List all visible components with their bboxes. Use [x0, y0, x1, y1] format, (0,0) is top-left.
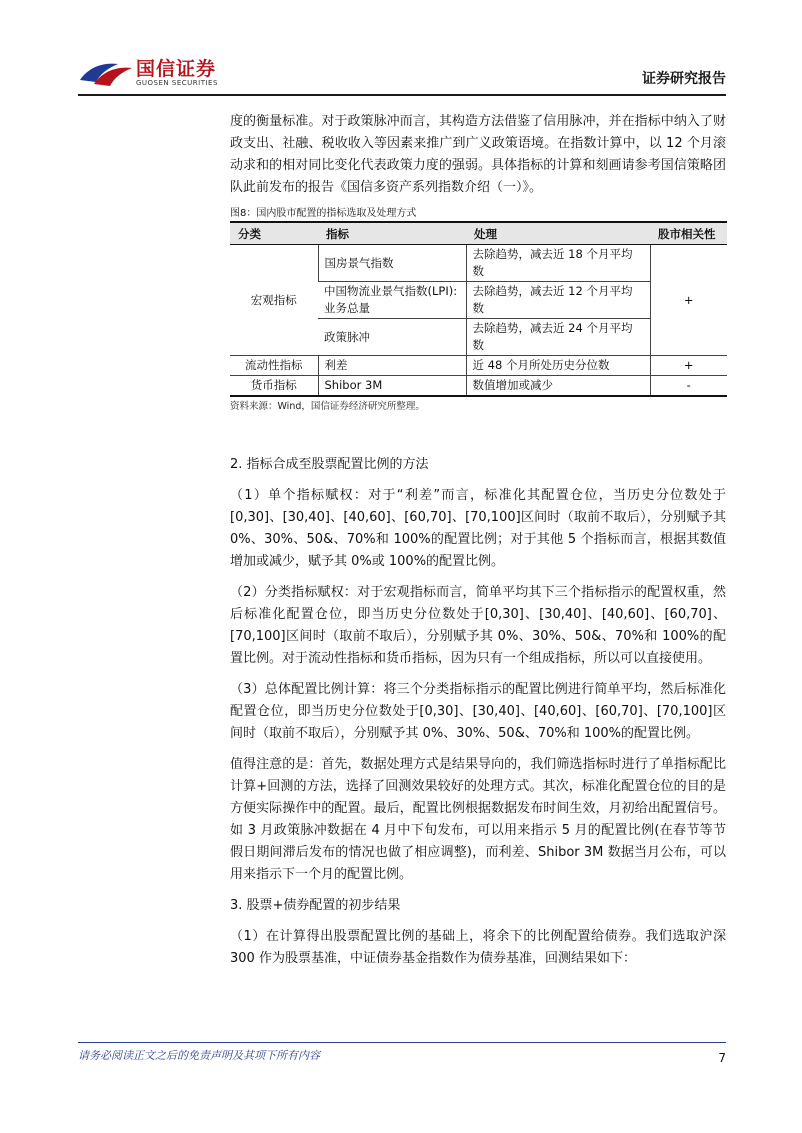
- section-3-title: 3. 股票+债券配置的初步结果: [230, 898, 401, 913]
- figure-source: 资料来源：Wind，国信证券经济研究所整理。: [230, 401, 425, 412]
- section-2-para-2: （2）分类指标赋权：对于宏观指标而言，简单平均其下三个指标指示的配置权重，然后标准化配置仓位，即当历史分位数处于[0,30]、[30,40]、[40,60]、[60,70]、[70,100]区间时（取前不取后），分别赋予其 0%、30%、50&、70%和 100%的配置比例。对于流动性指标和货币指标，因为只有一个组成指标，所以可以直接使用。: [230, 585, 726, 666]
- table-header: 处理: [466, 222, 650, 245]
- logo-english-name: GUOSEN SECURITIES: [136, 79, 218, 87]
- table-header: 股市相关性: [650, 222, 727, 245]
- page-header: [78, 52, 726, 94]
- correlation-cell: -: [650, 376, 727, 397]
- footer-divider: [78, 1042, 726, 1043]
- indicator-cell: 国房景气指数: [318, 245, 466, 282]
- header-divider: [78, 94, 726, 96]
- process-cell: 去除趋势，减去近 18 个月平均数: [466, 245, 650, 282]
- indicator-cell: 利差: [318, 356, 466, 376]
- footer-disclaimer: 请务必阅读正文之后的免责声明及其项下所有内容: [78, 1049, 320, 1062]
- logo: [78, 52, 278, 94]
- logo-chinese-name: 国信证券: [136, 58, 217, 80]
- indicator-cell: 中国物流业景气指数(LPI):业务总量: [318, 282, 466, 319]
- correlation-cell: +: [650, 245, 727, 356]
- report-type: 证券研究报告: [642, 71, 726, 87]
- process-cell: 去除趋势，减去近 24 个月平均数: [466, 319, 650, 356]
- intro-paragraph: 度的衡量标准。对于政策脉冲而言，其构造方法借鉴了信用脉冲，并在指标中纳入了财政支出、社融、税收收入等因素来推广到广义政策语境。在指数计算中，以 12 个月滚动求和的相对同比变化代表政策力度的强弱。具体指标的计算和刻画请参考国信策略团队此前发布的报告《国信多资产系列指数介绍（一）》。: [230, 114, 726, 195]
- process-cell: 近 48 个月所处历史分位数: [466, 356, 650, 376]
- process-cell: 数值增加或减少: [466, 376, 650, 397]
- category-cell: 宏观指标: [230, 245, 318, 356]
- table-header: 分类: [230, 222, 318, 245]
- indicator-cell: Shibor 3M: [318, 376, 466, 397]
- table-header: 指标: [318, 222, 466, 245]
- section-3-para-1: （1）在计算得出股票配置比例的基础上，将余下的比例配置给债券。我们选取沪深 300 作为股票基准，中证债券基金指数作为债券基准，回测结果如下：: [230, 929, 726, 966]
- table-row: [230, 376, 727, 397]
- category-cell: 流动性指标: [230, 356, 318, 376]
- process-cell: 去除趋势，减去近 12 个月平均数: [466, 282, 650, 319]
- category-cell: 货币指标: [230, 376, 318, 397]
- indicator-cell: 政策脉冲: [318, 319, 466, 356]
- figure-caption: 图8：国内股市配置的指标选取及处理方式: [230, 208, 417, 219]
- correlation-cell: +: [650, 356, 727, 376]
- indicator-table: [230, 221, 727, 397]
- table-header-row: [230, 222, 727, 245]
- table-row: [230, 356, 727, 376]
- section-2-title: 2. 指标合成至股票配置比例的方法: [230, 457, 429, 472]
- page-number: 7: [718, 1051, 726, 1065]
- section-2-para-1: （1）单个指标赋权：对于“利差”而言，标准化其配置仓位，当历史分位数处于[0,30]、[30,40]、[40,60]、[60,70]、[70,100]区间时（取前不取后），分别赋予其 0%、30%、50&、70%和 100%的配置比例；对于其他 5 个指标而言，根据其数值增加或减少，赋予其 0%或 100%的配置比例。: [230, 488, 726, 569]
- main-content: [230, 111, 726, 970]
- guosen-logo-icon: [78, 60, 132, 88]
- section-2-para-3: （3）总体配置比例计算：将三个分类指标指示的配置比例进行简单平均，然后标准化配置仓位，即当历史分位数处于[0,30]、[30,40]、[40,60]、[60,70]、[70,100]区间时（取前不取后），分别赋予其 0%、30%、50&、70%和 100%的配置比例。: [230, 682, 726, 741]
- section-2-para-4: 值得注意的是：首先，数据处理方式是结果导向的，我们筛选指标时进行了单指标配比计算+回测的方法，选择了回测效果较好的处理方式。其次，标准化配置仓位的目的是方便实际操作中的配置。最后，配置比例根据数据发布时间生效，月初给出配置信号。如 3 月政策脉冲数据在 4 月中下旬发布，可以用来指示 5 月的配置比例(在春节等节假日期间滞后发布的情况也做了相应调整)，而利差、Shibor 3M 数据当月公布，可以用来指示下一个月的配置比例。: [230, 757, 726, 882]
- table-row: [230, 245, 727, 282]
